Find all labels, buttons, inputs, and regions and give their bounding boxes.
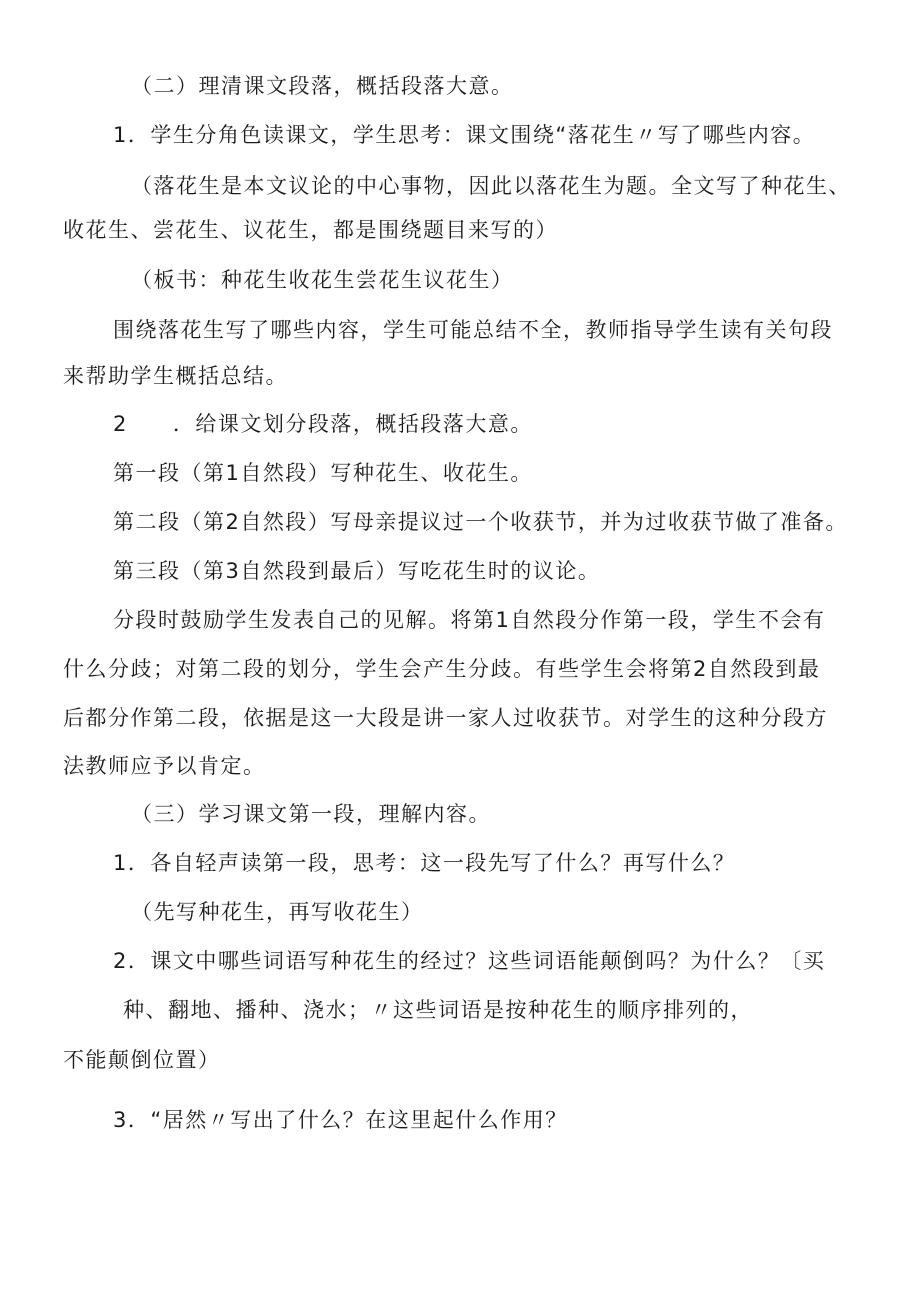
section-division-1: 第一段（第1自然段）写种花生、收花生。 xyxy=(113,461,533,485)
section-heading-2: （二）理清课文段落，概括段落大意。 xyxy=(131,74,514,98)
question-2: 2 ．给课文划分段落，概括段落大意。 xyxy=(113,412,533,436)
answer-line: 种、翻地、播种、浇水；〃这些词语是按种花生的顺序排列的， xyxy=(123,998,753,1022)
paragraph-line: 什么分歧；对第二段的划分，学生会产生分歧。有些学生会将第2自然段到最 xyxy=(63,657,821,681)
paragraph-line: 分段时鼓励学生发表自己的见解。将第1自然段分作第一段，学生不会有 xyxy=(113,608,826,632)
question-1: 1．学生分角色读课文，学生思考：课文围绕“落花生〃写了哪些内容。 xyxy=(113,123,816,147)
paragraph-line: 来帮助学生概括总结。 xyxy=(63,364,288,388)
answer-line: 收花生、尝花生、议花生，都是围绕题目来写的） xyxy=(63,218,558,242)
question-2: 2．课文中哪些词语写种花生的经过？这些词语能颠倒吗？为什么？〔买 xyxy=(113,949,826,973)
section-division-3: 第三段（第3自然段到最后）写吃花生时的议论。 xyxy=(113,559,601,583)
paragraph-line: 围绕落花生写了哪些内容，学生可能总结不全，教师指导学生读有关句段 xyxy=(113,318,833,342)
question-1: 1．各自轻声读第一段，思考：这一段先写了什么？再写什么？ xyxy=(113,851,736,875)
answer-line: 不能颠倒位置） xyxy=(63,1048,221,1072)
section-heading-3: （三）学习课文第一段，理解内容。 xyxy=(131,802,491,826)
answer-line: （落花生是本文议论的中心事物，因此以落花生为题。全文写了种花生、 xyxy=(131,174,851,198)
paragraph-line: 法教师应予以肯定。 xyxy=(63,754,266,778)
blackboard-note: （板书：种花生收花生尝花生议花生） xyxy=(131,268,514,292)
question-3: 3．“居然〃写出了什么？在这里起什么作用？ xyxy=(113,1108,568,1132)
answer-line: （先写种花生，再写收花生） xyxy=(131,900,424,924)
section-division-2: 第二段（第2自然段）写母亲提议过一个收获节，并为过收获节做了准备。 xyxy=(113,510,848,534)
paragraph-line: 后都分作第二段，依据是这一大段是讲一家人过收获节。对学生的这种分段方 xyxy=(63,706,828,730)
